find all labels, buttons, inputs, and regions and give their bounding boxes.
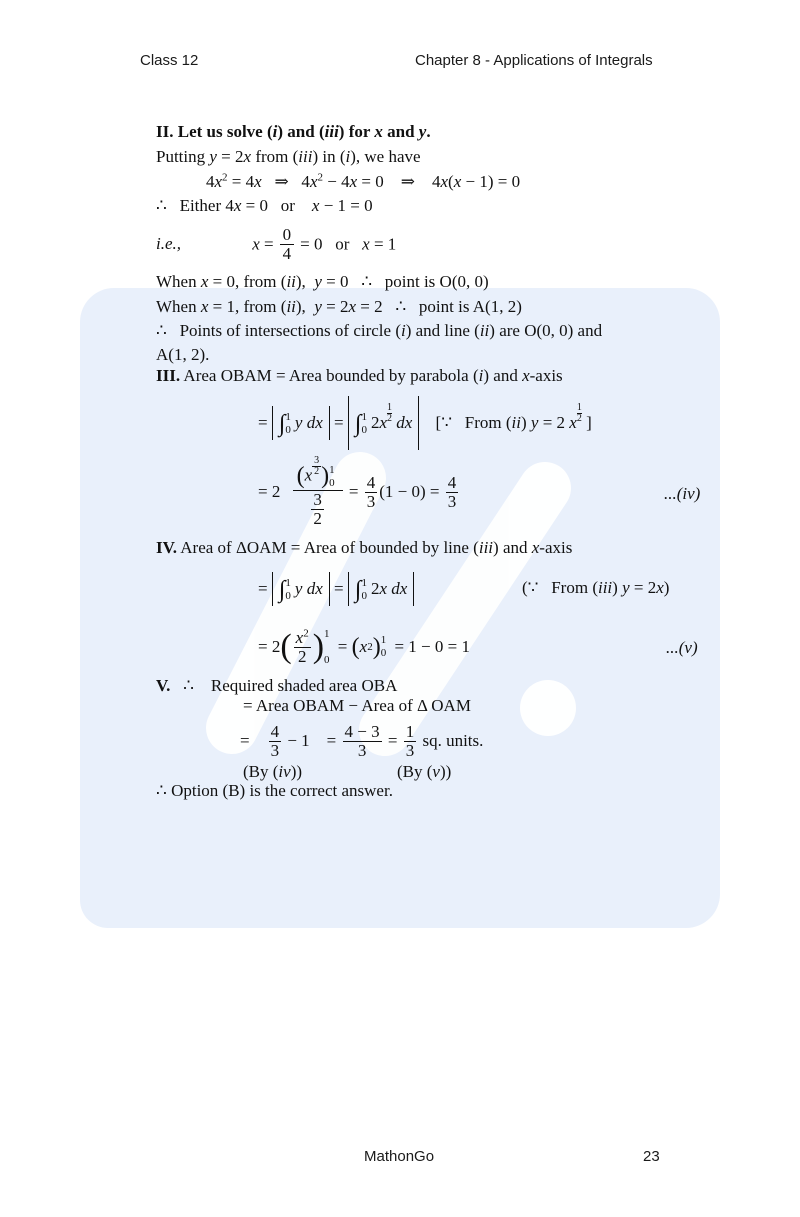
section-4-note: (∵ From (iii) y = 2x) <box>522 578 670 597</box>
section-3-equation-2: = 2 (x $\frac{3}{2}$ ) 1 0 $\frac{3}{2}$ = $\frac{4}{3}$ (1 − 0) = $\frac{4}{3}$ <box>258 455 457 528</box>
section-2-ie: i.e., x = $\frac{0}{4}$ = 0 or x = 1 <box>156 225 397 263</box>
footer-brand: MathonGo <box>364 1148 435 1165</box>
section-2-when-x-1: When x = 1, from (ii), y = 2x = 2 ∴ point is A(1, 2) <box>156 297 522 316</box>
conclusion: ∴ Option (B) is the correct answer. <box>156 781 393 800</box>
section-5-line-3: = $\frac{4}{3}$ − 1 = $\frac{4 - 3}{3}$ = $\frac{1}{3}$ sq. units. <box>240 721 484 760</box>
equation-tag-iv: ...(iv) <box>664 484 701 503</box>
section-3-heading: III. Area OBAM = Area bounded by parabola (i) and x-axis <box>156 366 563 385</box>
section-2-line-1: Putting y = 2x from (iii) in (i), we have <box>156 147 421 166</box>
abs-integral-y-dx-2: ∫ 1 0 y dx <box>272 572 330 606</box>
section-4-equation-2: = 2( $\frac{x^2}{2}$ ) 1 0 = (x2) 1 0 = 1 − 0 = 1 <box>258 627 470 666</box>
abs-integral-y-dx: ∫ 1 0 y dx <box>272 406 330 440</box>
section-4-heading: IV. Area of ΔOAM = Area of bounded by line (iii) and x-axis <box>156 538 573 557</box>
section-2-when-x-0: When x = 0, from (ii), y = 0 ∴ point is O(0, 0) <box>156 272 489 291</box>
section-3-equation-1: = ∫ 1 0 y dx = ∫ 1 0 2x $\frac{1}{2}$ dx [∵ From (ii) y = 2 x $\frac{1}{2}$ ] <box>258 396 592 450</box>
fraction-zero-over-four: $\frac{0}{4}$ <box>280 226 294 263</box>
section-2-points-line-2: A(1, 2). <box>156 345 210 364</box>
fraction-x-three-halves-over-three-halves: (x $\frac{3}{2}$ ) 1 0 $\frac{3}{2}$ <box>293 456 343 527</box>
section-2-heading: II. Let us solve (i) and (iii) for x and y. <box>156 122 431 141</box>
abs-integral-2x-dx: ∫ 1 0 2x dx <box>348 572 414 606</box>
by-iv-note: (By (iv)) <box>243 762 303 781</box>
equation-tag-v: ...(v) <box>666 638 698 657</box>
section-2-equation: $4x^2 = 4x$ ⇒ $4x^2 - 4x = 0$ ⇒ 4x(x − 1) = 0 <box>206 171 521 191</box>
section-5-line-2: = Area OBAM − Area of Δ OAM <box>243 696 471 715</box>
section-2-points-line-1: ∴ Points of intersections of circle (i) and line (ii) are O(0, 0) and <box>156 321 603 340</box>
section-2-either: ∴ Either 4x = 0 or x − 1 = 0 <box>156 196 373 215</box>
section-5-line-1: V. ∴ Required shaded area OBA <box>156 676 398 695</box>
ie-label: i.e., <box>156 234 182 254</box>
footer-page-number: 23 <box>643 1148 660 1165</box>
section-4-equation-1: = ∫ 1 0 y dx = ∫ 1 0 2x dx <box>258 566 414 611</box>
header-class-label: Class 12 <box>140 52 199 69</box>
by-v-note: (By (v)) <box>397 762 452 781</box>
abs-integral-2x-half: ∫ 1 0 2x $\frac{1}{2}$ dx <box>348 396 419 450</box>
header-chapter-title: Chapter 8 - Applications of Integrals <box>415 52 653 69</box>
